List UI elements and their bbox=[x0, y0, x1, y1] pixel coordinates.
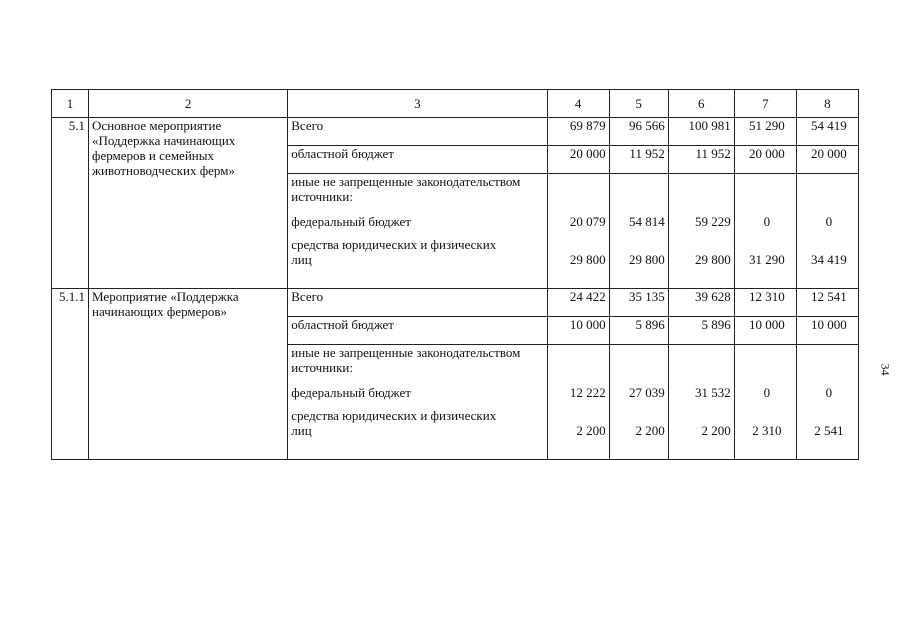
federal-source-label: федеральный бюджет bbox=[291, 385, 411, 400]
value-cell: 39 628 bbox=[668, 289, 734, 317]
value-cell: 5 896 bbox=[609, 317, 668, 345]
legal-value: 2 310 bbox=[752, 423, 782, 438]
federal-value: 31 532 bbox=[695, 385, 731, 400]
federal-value: 0 bbox=[763, 385, 771, 400]
federal-value: 12 222 bbox=[569, 385, 606, 400]
federal-value: 0 bbox=[825, 385, 833, 400]
source-block bbox=[288, 345, 547, 460]
value-block bbox=[734, 174, 796, 289]
legal-source-label: средства юридических и физических bbox=[291, 408, 497, 423]
legal-value: 2 200 bbox=[701, 423, 731, 438]
value-cell: 12 541 bbox=[796, 289, 858, 317]
source-block bbox=[288, 174, 547, 289]
federal-value: 59 229 bbox=[695, 214, 731, 229]
value-block bbox=[609, 174, 668, 289]
other-sources-label: иные не запрещенные законодательством источники: bbox=[291, 345, 521, 375]
source-label: областной бюджет bbox=[288, 317, 547, 345]
value-cell: 51 290 bbox=[734, 118, 796, 146]
table-row bbox=[52, 289, 859, 317]
legal-value: 29 800 bbox=[628, 252, 665, 267]
federal-value: 27 039 bbox=[628, 385, 665, 400]
table-header-row bbox=[52, 90, 859, 118]
value-block bbox=[609, 345, 668, 460]
value-block bbox=[668, 174, 734, 289]
budget-table bbox=[51, 89, 859, 460]
legal-value: 2 541 bbox=[814, 423, 844, 438]
value-cell: 10 000 bbox=[547, 317, 609, 345]
federal-value: 54 814 bbox=[628, 214, 665, 229]
value-block bbox=[796, 345, 858, 460]
header-cell: 1 bbox=[52, 90, 89, 118]
legal-source-label-line2: лиц bbox=[291, 252, 312, 267]
legal-value: 2 200 bbox=[635, 423, 665, 438]
source-label: Всего bbox=[288, 118, 547, 146]
legal-value: 29 800 bbox=[695, 252, 731, 267]
value-cell: 12 310 bbox=[734, 289, 796, 317]
value-cell: 100 981 bbox=[668, 118, 734, 146]
table-row bbox=[52, 118, 859, 146]
value-cell: 20 000 bbox=[734, 146, 796, 174]
source-label: Всего bbox=[288, 289, 547, 317]
header-cell: 6 bbox=[668, 90, 734, 118]
value-cell: 10 000 bbox=[734, 317, 796, 345]
value-cell: 10 000 bbox=[796, 317, 858, 345]
header-cell: 3 bbox=[288, 90, 547, 118]
section-code: 5.1 bbox=[52, 118, 89, 289]
source-label: областной бюджет bbox=[288, 146, 547, 174]
legal-value: 29 800 bbox=[569, 252, 606, 267]
page-number: 34 bbox=[878, 363, 893, 376]
value-cell: 5 896 bbox=[668, 317, 734, 345]
value-cell: 24 422 bbox=[547, 289, 609, 317]
value-cell: 20 000 bbox=[547, 146, 609, 174]
federal-value: 0 bbox=[763, 214, 771, 229]
section-name: Основное мероприятие «Поддержка начинающих фермеров и семейных животноводческих ферм» bbox=[89, 118, 288, 289]
legal-value: 34 419 bbox=[811, 252, 847, 267]
header-cell: 4 bbox=[547, 90, 609, 118]
value-block bbox=[547, 174, 609, 289]
value-cell: 20 000 bbox=[796, 146, 858, 174]
section-code: 5.1.1 bbox=[52, 289, 89, 460]
other-sources-label: иные не запрещенные законодательством источники: bbox=[291, 174, 521, 204]
header-cell: 8 bbox=[796, 90, 858, 118]
value-cell: 11 952 bbox=[668, 146, 734, 174]
federal-value: 0 bbox=[825, 214, 833, 229]
value-block bbox=[796, 174, 858, 289]
federal-value: 20 079 bbox=[569, 214, 606, 229]
legal-value: 2 200 bbox=[576, 423, 606, 438]
value-cell: 35 135 bbox=[609, 289, 668, 317]
federal-source-label: федеральный бюджет bbox=[291, 214, 411, 229]
value-block bbox=[734, 345, 796, 460]
legal-value: 31 290 bbox=[748, 252, 785, 267]
legal-source-label-line2: лиц bbox=[291, 423, 312, 438]
value-cell: 54 419 bbox=[796, 118, 858, 146]
header-cell: 5 bbox=[609, 90, 668, 118]
value-cell: 11 952 bbox=[609, 146, 668, 174]
header-cell: 2 bbox=[89, 90, 288, 118]
section-name: Мероприятие «Поддержка начинающих фермеров» bbox=[89, 289, 288, 460]
value-cell: 96 566 bbox=[609, 118, 668, 146]
value-cell: 69 879 bbox=[547, 118, 609, 146]
value-block bbox=[547, 345, 609, 460]
header-cell: 7 bbox=[734, 90, 796, 118]
legal-source-label: средства юридических и физических bbox=[291, 237, 497, 252]
value-block bbox=[668, 345, 734, 460]
